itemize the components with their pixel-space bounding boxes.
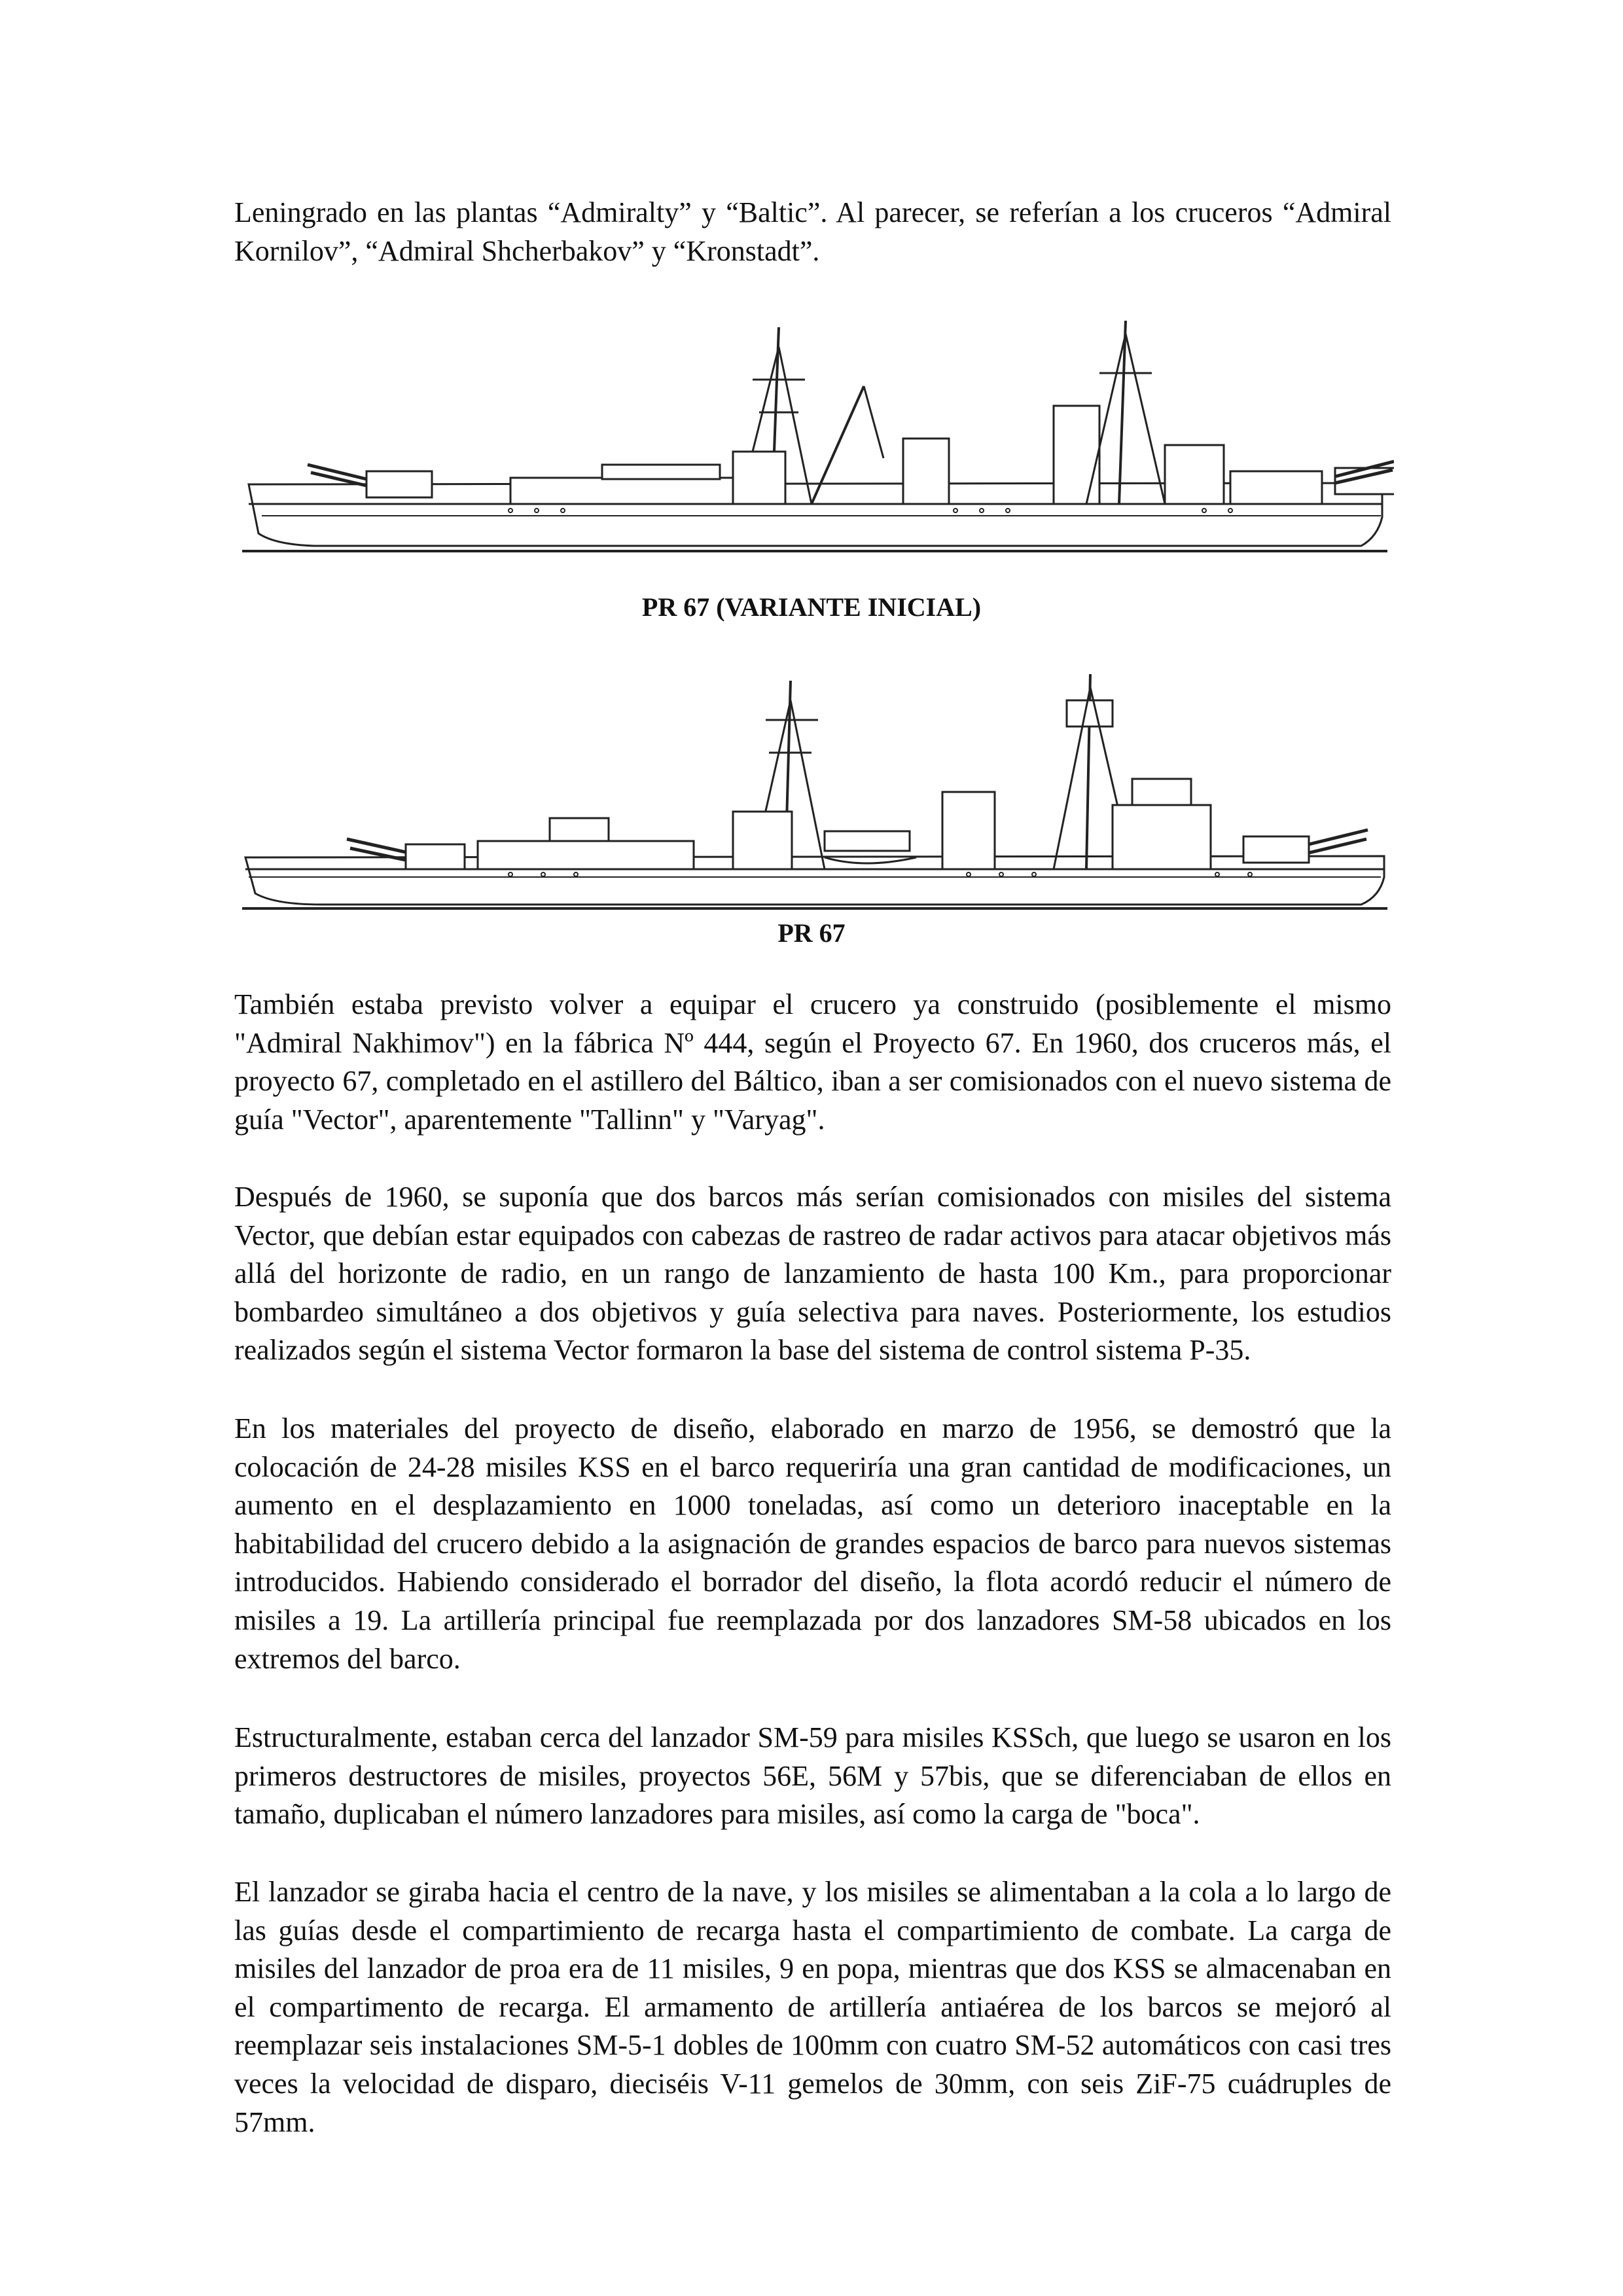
ship-drawing-initial-variant (236, 308, 1394, 556)
ship-drawing-initial-variant-svg (236, 308, 1394, 556)
body-paragraph-3: En los materiales del proyecto de diseño, elaborado en marzo de 1956, se demostró que la colocación de 24-28 misiles KSS en el barco requeriría una gran cantidad de modificaciones, un aumento en el desplazamiento en 1000 toneladas, así como un deterioro inaceptable en la habitabilidad del crucero debido a la asignación de grandes espacios de barco para nuevos sistemas introducidos. Habiendo considerado el borrador del diseño, la flota acordó reducir el número de misiles a 19. La artillería principal fue reemplazada por dos lanzadores SM-58 ubicados en los extremos del barco. (234, 1412, 1391, 1675)
body-paragraph-4: Estructuralmente, estaban cerca del lanzador SM-59 para misiles KSSch, que luego se usaron en los primeros destructores de misiles, proyectos 56E, 56M y 57bis, que se diferenciaban de ellos en tamaño, duplicaban el número lanzadores para misiles, así como la carga de "boca". (234, 1721, 1391, 1831)
body-paragraph-2: Después de 1960, se suponía que dos barcos más serían comisionados con misiles del sistema Vector, que debían estar equipados con cabezas de rastreo de radar activos para atacar objetivos más allá del horizonte de radio, en un rango de lanzamiento de hasta 100 Km., para proporcionar bombardeo simultáneo a dos objetivos y guía selectiva para naves. Posteriormente, los estudios realizados según el sistema Vector formaron la base del sistema de control sistema P-35. (234, 1181, 1391, 1367)
body-paragraph-5: El lanzador se giraba hacia el centro de la nave, y los misiles se alimentaban a la cola a lo largo de las guías desde el compartimiento de recarga hasta el compartimiento de combate. La carga de misiles del lanzador de proa era de 11 misiles, 9 en popa, mientras que dos KSS se almacenaban en el compartimento de recarga. El armamento de artillería antiaérea de los barcos se mejoró al reemplazar seis instalaciones SM-5-1 dobles de 100mm con cuatro SM-52 automáticos con casi tres veces la velocidad de disparo, dieciséis V-11 gemelos de 30mm, con seis ZiF-75 cuádruples de 57mm. (234, 1876, 1391, 2138)
figure-caption-pr67: PR 67 (777, 918, 846, 948)
body-paragraph-1: También estaba previsto volver a equipar el crucero ya construido (posiblemente el mismo "Admiral Nakhimov") en la fábrica Nº 444, según el Proyecto 67. En 1960, dos cruceros más, el proyecto 67, completado en el astillero del Báltico, iban a ser comisionados con el nuevo sistema de guía "Vector", aparentemente "Tallinn" y "Varyag". (234, 988, 1391, 1136)
figure-caption-initial-variant: PR 67 (VARIANTE INICIAL) (641, 592, 982, 622)
ship-drawing-pr67 (236, 661, 1394, 916)
intro-paragraph: Leningrado en las plantas “Admiralty” y “Baltic”. Al parecer, se referían a los cruceros “Admiral Kornilov”, “Admiral Shcherbakov” y “Kronstadt”. (234, 196, 1391, 267)
ship-drawing-pr67-svg (236, 661, 1394, 916)
